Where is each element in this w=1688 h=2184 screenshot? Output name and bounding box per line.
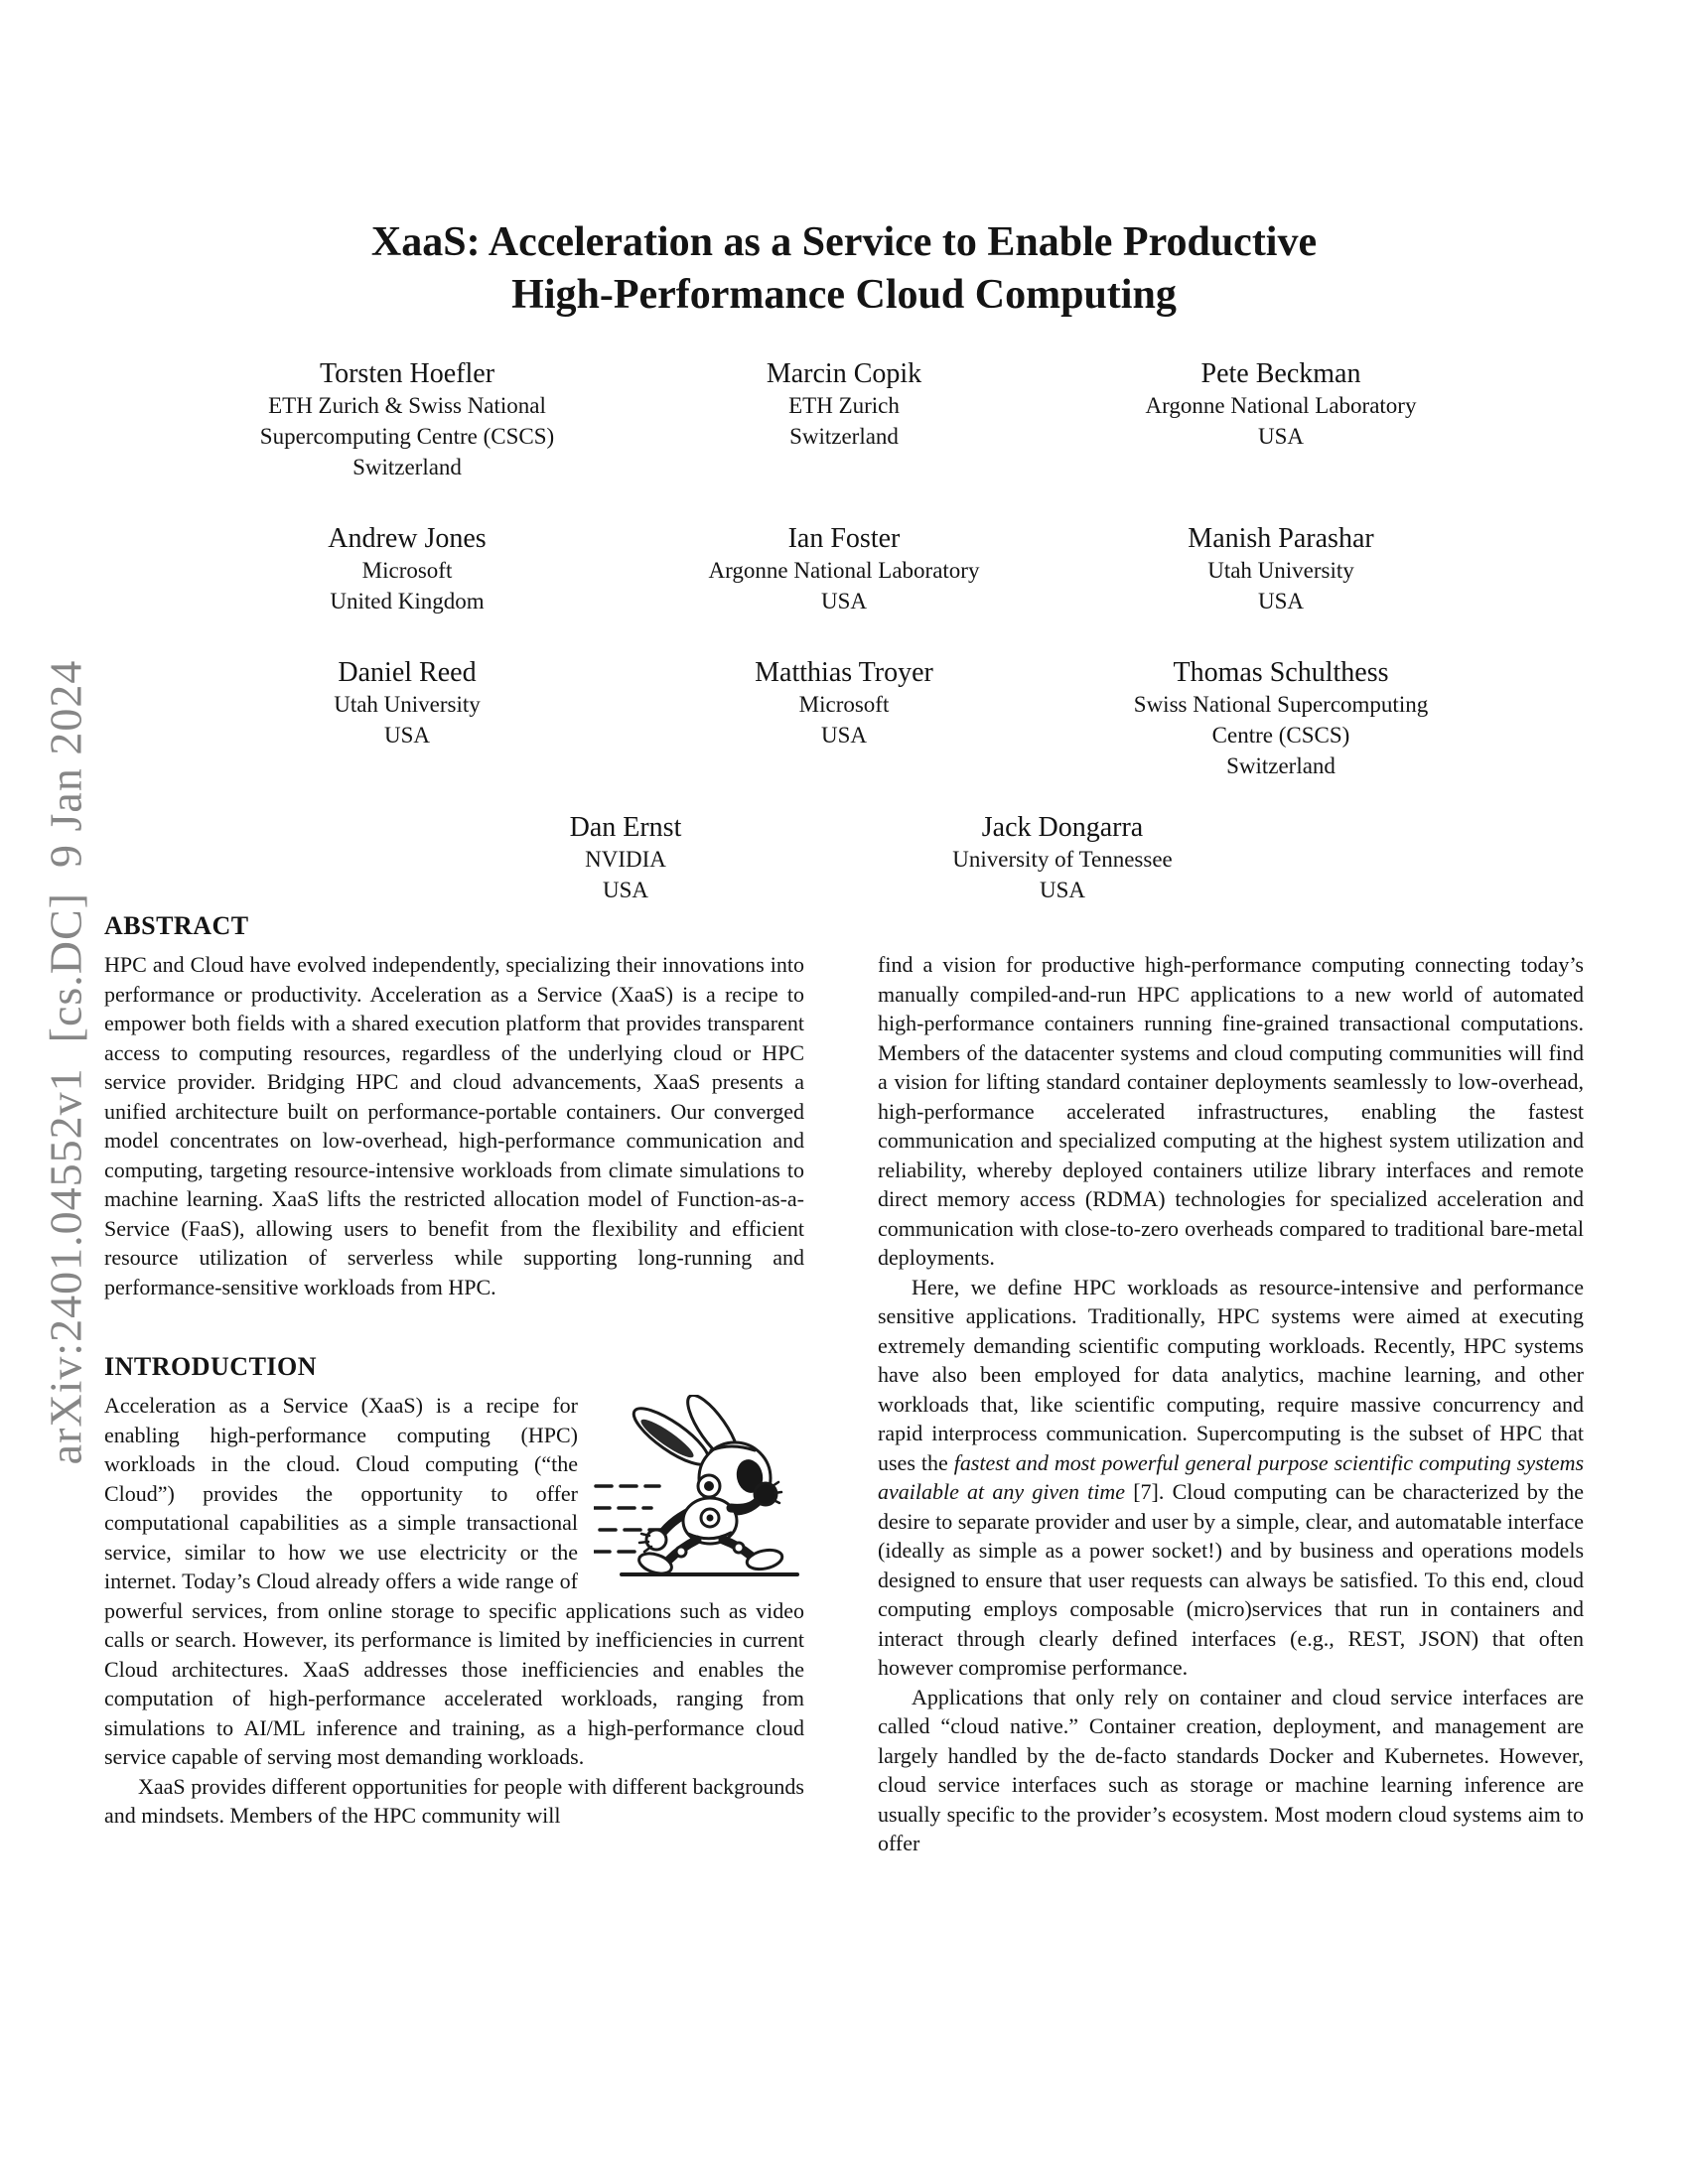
author-affiliation-line: Argonne National Laboratory <box>708 558 980 583</box>
authors-row-1 <box>189 357 1499 482</box>
author-affiliation-line: United Kingdom <box>330 589 485 614</box>
author-affiliation-line: Supercomputing Centre (CSCS) <box>259 424 555 449</box>
authors-row-4 <box>189 811 1499 905</box>
author-name: Dan Ernst <box>569 812 682 843</box>
author-manish-parashar <box>1062 522 1499 616</box>
author-affiliation-line: Utah University <box>1207 558 1354 583</box>
robot-rabbit-figure <box>594 1395 804 1587</box>
right-paragraph-2-post: [7]. Cloud computing can be characterized by the desire to separate provider and user by a simple, clear, and automatable interface (ideally as simple as a power socket!) and by business and operations models designed to ensure that user requests can always be satisfied. To this end, cloud computing employs composable (micro)services that run in containers and interact through clearly defined interfaces (e.g., REST, JSON) that often however compromise performance. <box>878 1479 1584 1680</box>
authors-row-3 <box>189 656 1499 781</box>
author-affiliation-line: USA <box>820 589 867 614</box>
title-line-2: High-Performance Cloud Computing <box>511 272 1177 318</box>
author-name: Jack Dongarra <box>981 812 1144 843</box>
author-torsten-hoefler <box>189 357 626 482</box>
author-name: Pete Beckman <box>1200 358 1361 389</box>
author-thomas-schulthess <box>1062 656 1499 781</box>
author-affiliation-line: Switzerland <box>352 455 462 479</box>
author-name: Torsten Hoefler <box>319 358 495 389</box>
author-affiliation-line: Utah University <box>334 692 481 717</box>
author-affiliation-line: Switzerland <box>789 424 899 449</box>
author-affiliation-line: USA <box>383 723 430 748</box>
right-paragraph-2-pre: Here, we define HPC workloads as resource-intensive and performance sensitive applications. Traditionally, HPC systems were aimed at executing extremely demanding scientific computing workloads. Recently, HPC systems have also been employed for data analytics, machine learning, and other workloads that, like scientific computing, require massive concurrency and rapid interprocess communication. Supercomputing is the subset of HPC that uses the <box>878 1274 1584 1475</box>
author-andrew-jones <box>189 522 626 616</box>
author-affiliation-line: Microsoft <box>361 558 453 583</box>
intro-paragraph-1 <box>104 1391 804 1772</box>
author-affiliation-line: Swiss National Supercomputing <box>1133 692 1429 717</box>
abstract-heading: ABSTRACT <box>104 911 249 940</box>
author-matthias-troyer <box>626 656 1062 781</box>
title-line-1: XaaS: Acceleration as a Service to Enable Productive <box>370 219 1318 265</box>
author-marcin-copik <box>626 357 1062 482</box>
right-column <box>878 908 1584 1858</box>
author-daniel-reed <box>189 656 626 781</box>
intro-paragraph-1-text: Acceleration as a Service (XaaS) is a recipe for enabling high-performance computing (HPC) workloads in the cloud. Cloud computing (“the Cloud”) provides the opportunity to offer computational capabilities as a simple transactional service, similar to how we use electricity or the internet. Today’s Cloud already offers a wide range of powerful services, from online storage to specific applications such as video calls or search. However, its performance is limited by inefficiencies in current Cloud architectures. XaaS addresses those inefficiencies and enables the computation of high-performance accelerated workloads, ranging from simulations to AI/ML inference and training, as a high-performance cloud service capable of serving most demanding workloads. <box>104 1393 804 1769</box>
author-name: Andrew Jones <box>328 523 487 554</box>
authors-grid <box>189 357 1499 945</box>
author-name: Ian Foster <box>787 523 901 554</box>
authors-row-2 <box>189 522 1499 616</box>
right-paragraph-2-italic: fastest and most powerful general purpose scientific computing systems available at any given time <box>878 1449 1585 1504</box>
arxiv-watermark: arXiv:2401.04552v1 [cs.DC] 9 Jan 2024 <box>40 659 91 1465</box>
author-affiliation-line: ETH Zurich <box>788 393 900 418</box>
introduction-heading: INTRODUCTION <box>104 1352 318 1381</box>
author-name: Daniel Reed <box>338 657 477 688</box>
author-affiliation-line: Argonne National Laboratory <box>1145 393 1417 418</box>
author-name: Manish Parashar <box>1188 523 1374 554</box>
author-affiliation-line: USA <box>1039 878 1085 902</box>
author-affiliation-line: University of Tennessee <box>952 847 1173 872</box>
left-column <box>104 908 804 1858</box>
author-affiliation-line: USA <box>820 723 867 748</box>
paper-title <box>0 216 1688 322</box>
right-paragraph-3: Applications that only rely on container and cloud service interfaces are called “cloud native.” Container creation, deployment, and management are largely handled by the de-facto standards Docker and Kubernetes. However, cloud service interfaces such as storage or machine learning inference are usually specific to the provider’s ecosystem. Most modern cloud systems aim to offer <box>878 1684 1584 1855</box>
author-affiliation-line: Microsoft <box>798 692 890 717</box>
body-columns <box>104 908 1584 1858</box>
author-dan-ernst <box>407 811 844 905</box>
author-affiliation-line: USA <box>1257 424 1304 449</box>
abstract-text: HPC and Cloud have evolved independently, specializing their innovations into performance or productivity. Acceleration as a Service (XaaS) is a recipe to empower both fields with a shared execution platform that provides transparent access to computing resources, regardless of the underlying cloud or HPC service provider. Bridging HPC and cloud advancements, XaaS presents a unified architecture built on performance-portable containers. Our converged model concentrates on low-overhead, high-performance communication and computing, targeting resource-intensive workloads from climate simulations to machine learning. XaaS lifts the restricted allocation model of Function-as-a-Service (FaaS), allowing users to benefit from the flexibility and efficient resource utilization of serverless while supporting long-running and performance-sensitive workloads from HPC. <box>104 952 804 1299</box>
author-name: Thomas Schulthess <box>1173 657 1389 688</box>
intro-paragraph-2: XaaS provides different opportunities for people with different backgrounds and mindsets. Members of the HPC community will <box>104 1773 804 1828</box>
author-name: Marcin Copik <box>766 358 922 389</box>
right-paragraph-1: find a vision for productive high-performance computing connecting today’s manually compiled-and-run HPC applications to a new world of automated high-performance containers running fine-grained transactional computations. Members of the datacenter systems and cloud computing communities will find a vision for lifting standard container deployments seamlessly to low-overhead, high-performance accelerated infrastructures, enabling the fastest communication and specialized computing at the highest system utilization and reliability, whereby deployed containers utilize library interfaces and remote direct memory access (RDMA) technologies for specialized acceleration and communication with close-to-zero overheads compared to traditional bare-metal deployments. <box>878 952 1584 1270</box>
author-pete-beckman <box>1062 357 1499 482</box>
author-affiliation-line: ETH Zurich & Swiss National <box>268 393 546 418</box>
author-affiliation-line: Centre (CSCS) <box>1211 723 1350 748</box>
author-name: Matthias Troyer <box>755 657 933 688</box>
author-affiliation-line: Switzerland <box>1226 753 1336 778</box>
author-ian-foster <box>626 522 1062 616</box>
author-jack-dongarra <box>844 811 1281 905</box>
right-paragraph-2 <box>878 1273 1584 1683</box>
author-affiliation-line: USA <box>1257 589 1304 614</box>
author-affiliation-line: USA <box>602 878 648 902</box>
author-affiliation-line: NVIDIA <box>585 847 666 872</box>
